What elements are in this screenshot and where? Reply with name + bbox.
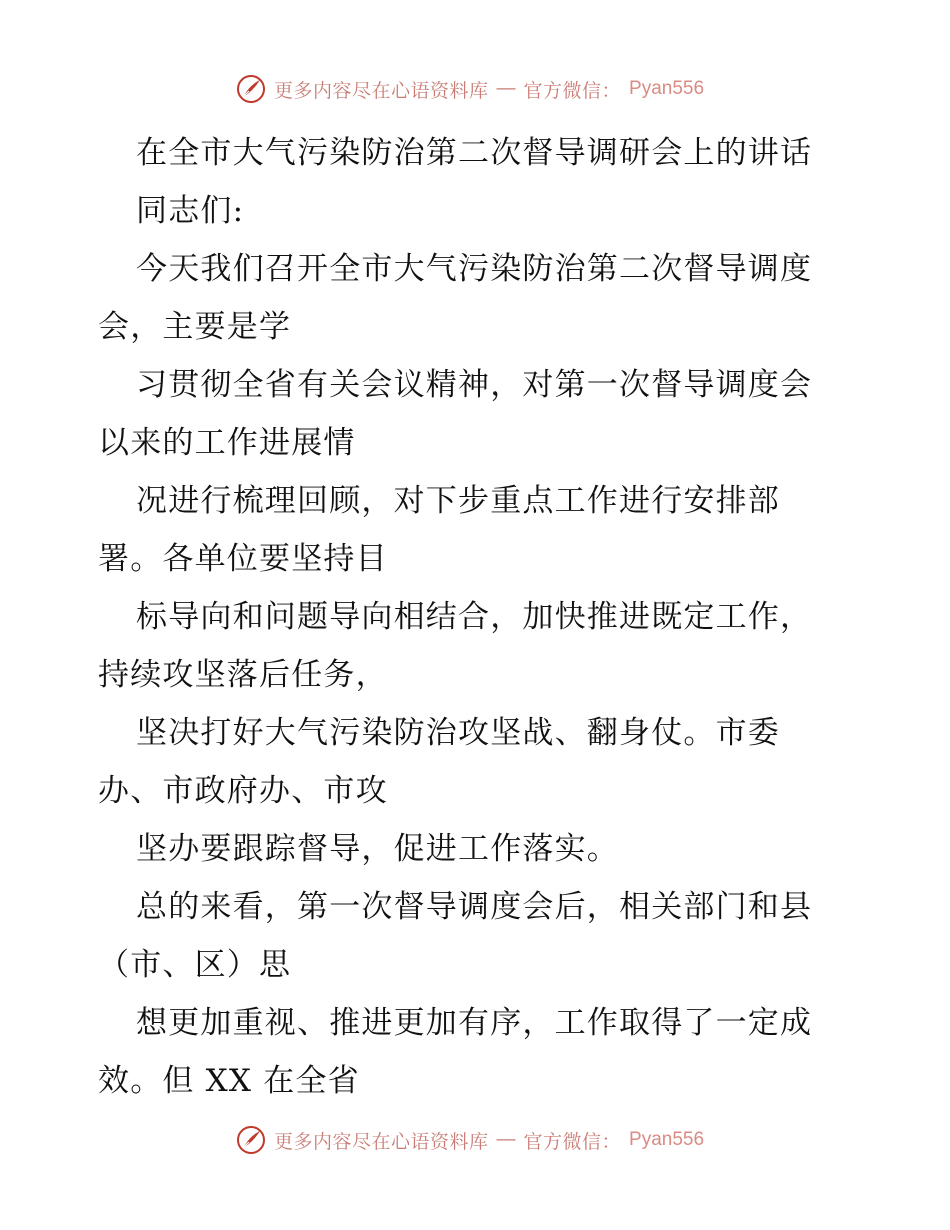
- paragraph-line: 想更加重视、推进更加有序，工作取得了一定成: [136, 1005, 813, 1041]
- document-title: 在全市大气污染防治第二次督导调研会上的讲话: [136, 135, 813, 171]
- footer-wechat-label: 官方微信：: [523, 1131, 622, 1153]
- paragraph-line: 办、市政府办、市攻: [98, 773, 388, 809]
- salutation: 同志们:: [136, 193, 245, 229]
- footer-site-text: 更多内容尽在心语资料库: [274, 1131, 489, 1153]
- paragraph-line: 会，主要是学: [98, 309, 292, 345]
- paragraph-line: 持续攻坚落后任务，: [98, 657, 388, 693]
- footer-separator: —: [496, 1129, 516, 1150]
- paragraph-line: 况进行梳理回顾，对下步重点工作进行安排部: [136, 483, 780, 519]
- paragraph-line: 今天我们召开全市大气污染防治第二次督导调度: [136, 251, 813, 287]
- header-separator: —: [496, 78, 516, 99]
- paragraph-line: 坚决打好大气污染防治攻坚战、翻身仗。市委: [136, 715, 780, 751]
- quill-pen-logo-icon: [236, 1125, 266, 1155]
- footer-wechat-id: Pyan556: [629, 1129, 705, 1150]
- paragraph-line: 署。各单位要坚持目: [98, 541, 388, 577]
- paragraph-line: 以来的工作进展情: [98, 425, 356, 461]
- header-banner: [236, 72, 756, 106]
- header-wechat-label: 官方微信：: [523, 80, 622, 102]
- paragraph-line: 效。但 XX 在全省: [98, 1063, 360, 1099]
- quill-pen-logo-icon: [236, 74, 266, 104]
- header-wechat-id: Pyan556: [629, 78, 705, 99]
- paragraph-line: 习贯彻全省有关会议精神，对第一次督导调度会: [136, 367, 813, 403]
- paragraph-line: 坚办要跟踪督导，促进工作落实。: [136, 831, 619, 867]
- paragraph-line: 总的来看，第一次督导调度会后，相关部门和县: [136, 889, 813, 925]
- document-body: [98, 124, 858, 1110]
- paragraph-line: （市、区）思: [98, 947, 292, 983]
- paragraph-line: 标导向和问题导向相结合，加快推进既定工作，: [136, 599, 813, 635]
- footer-banner: [236, 1123, 756, 1157]
- header-site-text: 更多内容尽在心语资料库: [274, 80, 489, 102]
